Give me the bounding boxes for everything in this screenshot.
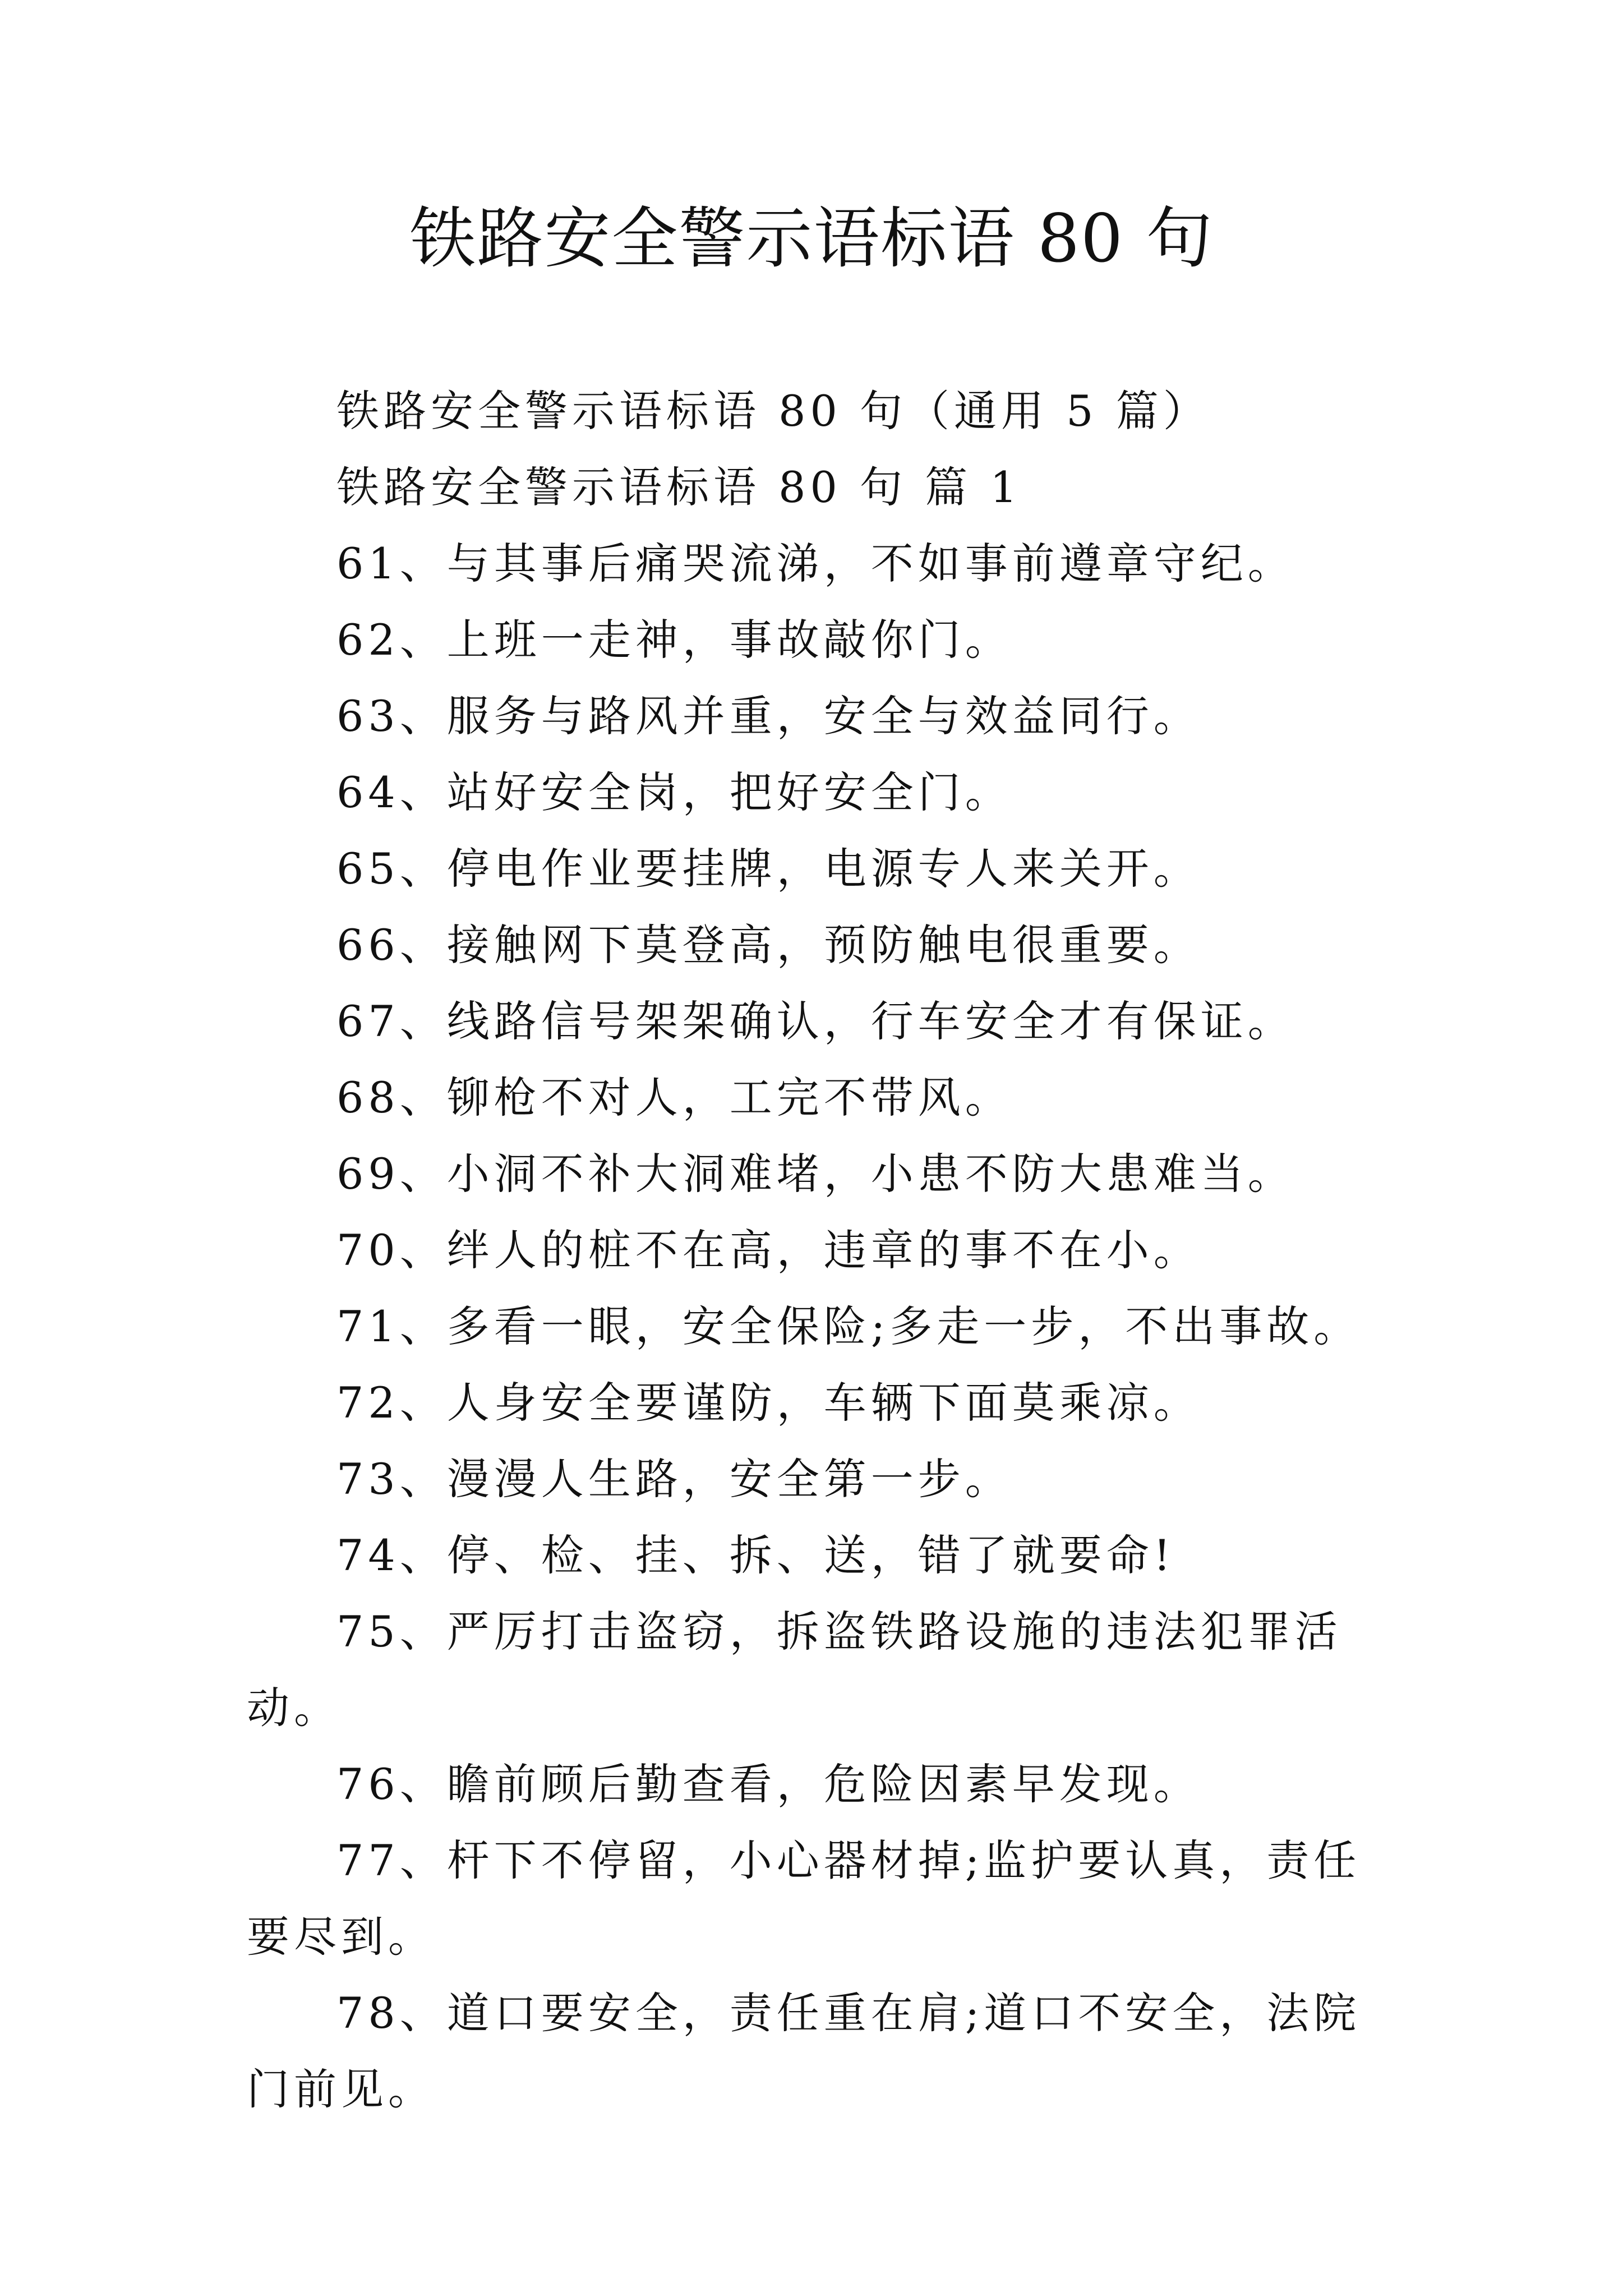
paragraph: 62、上班一走神，事故敲你门。 xyxy=(336,615,1012,665)
paragraph: 68、铆枪不对人，工完不带风。 xyxy=(336,1073,1012,1122)
document-body xyxy=(247,373,1388,2128)
paragraph: 73、漫漫人生路，安全第一步。 xyxy=(336,1454,1012,1504)
paragraph: 67、线路信号架架确认，行车安全才有保证。 xyxy=(336,996,1295,1046)
paragraph: 77、杆下不停留，小心器材掉;监护要认真，责任要尽到。 xyxy=(247,1835,1361,1962)
paragraph: 铁路安全警示语标语 80 句（通用 5 篇） xyxy=(336,386,1210,436)
paragraph: 78、道口要安全，责任重在肩;道口不安全，法院门前见。 xyxy=(247,1988,1361,2114)
paragraph: 铁路安全警示语标语 80 句 篇 1 xyxy=(336,462,1022,512)
document-title: 铁路安全警示语标语 80 句 xyxy=(409,200,1214,277)
paragraph: 66、接触网下莫登高，预防触电很重要。 xyxy=(336,920,1201,970)
paragraph: 76、瞻前顾后勤查看，危险因素早发现。 xyxy=(336,1759,1201,1809)
paragraph: 72、人身安全要谨防，车辆下面莫乘凉。 xyxy=(336,1378,1201,1428)
paragraph: 71、多看一眼，安全保险;多走一步，不出事故。 xyxy=(336,1301,1361,1351)
paragraph: 70、绊人的桩不在高，违章的事不在小。 xyxy=(336,1225,1201,1275)
paragraph: 65、停电作业要挂牌，电源专人来关开。 xyxy=(336,844,1201,894)
paragraph: 69、小洞不补大洞难堵，小患不防大患难当。 xyxy=(336,1149,1295,1199)
paragraph: 61、与其事后痛哭流涕，不如事前遵章守纪。 xyxy=(336,539,1295,588)
paragraph: 75、严厉打击盗窃，拆盗铁路设施的违法犯罪活动。 xyxy=(247,1607,1342,1733)
paragraph: 74、停、检、挂、拆、送，错了就要命! xyxy=(336,1530,1175,1580)
paragraph: 64、站好安全岗，把好安全门。 xyxy=(336,767,1012,817)
paragraph: 63、服务与路风并重，安全与效益同行。 xyxy=(336,691,1201,741)
